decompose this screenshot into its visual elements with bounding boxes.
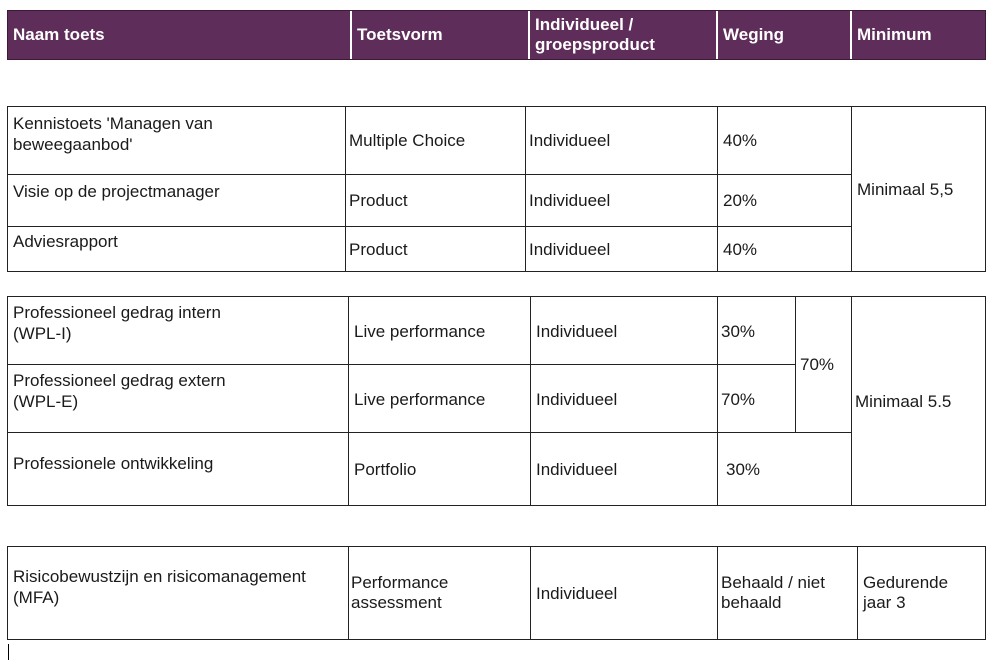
cell-text: Individueel xyxy=(536,390,618,409)
table-row-1-weging xyxy=(717,106,852,175)
cell-text: 40% xyxy=(723,131,758,150)
cell-text: Multiple Choice xyxy=(349,131,466,150)
table-row-6-type xyxy=(530,432,718,506)
table-row-6-weging xyxy=(717,432,852,506)
cell-text: Portfolio xyxy=(354,459,417,479)
table-row-4-toetsvorm xyxy=(348,296,531,365)
table-row-7-minimum xyxy=(857,546,986,640)
table-row-7-weging xyxy=(717,546,858,640)
table-row-5-weging xyxy=(717,364,796,433)
group-2-minimum xyxy=(851,296,986,506)
header-minimum-label: Minimum xyxy=(857,25,932,44)
table-row-7-naam xyxy=(7,546,349,640)
cell-text: Adviesrapport xyxy=(13,232,118,251)
cell-text: jaar 3 xyxy=(863,593,906,612)
header-naam-toets xyxy=(8,11,352,59)
cell-text: 70% xyxy=(800,355,835,374)
cell-text: 30% xyxy=(726,459,761,479)
cell-text: 30% xyxy=(721,322,756,341)
cell-text: 70% xyxy=(721,390,756,409)
cell-text: Live performance xyxy=(354,322,486,341)
header-individueel xyxy=(530,11,718,59)
cell-text: Individueel xyxy=(536,322,618,341)
cell-text: 40% xyxy=(723,239,758,259)
cell-text: Individueel xyxy=(536,583,618,603)
table-row-3-type xyxy=(525,226,718,272)
cell-text: (MFA) xyxy=(13,588,60,607)
cell-text: Behaald / niet xyxy=(721,573,825,592)
table-row-5-type xyxy=(530,364,718,433)
cell-text: (WPL-I) xyxy=(13,324,72,343)
table-row-3-naam xyxy=(7,226,346,272)
text-cursor xyxy=(8,644,9,660)
table-row-4-weging xyxy=(717,296,796,365)
table-row-3-toetsvorm xyxy=(345,226,526,272)
table-row-2-naam xyxy=(7,174,346,227)
table-row-2-weging xyxy=(717,174,852,227)
table-row-7-type xyxy=(530,546,718,640)
cell-text: Professioneel gedrag intern xyxy=(13,303,221,322)
cell-text: beweegaanbod' xyxy=(13,135,133,154)
cell-text: Professioneel gedrag extern xyxy=(13,371,226,390)
combined-weging xyxy=(795,296,852,433)
header-individueel-label xyxy=(535,15,655,55)
cell-text: Performance xyxy=(351,573,449,592)
table-row-5-toetsvorm xyxy=(348,364,531,433)
table-row-6-toetsvorm xyxy=(348,432,531,506)
cell-text: 20% xyxy=(723,191,758,210)
cell-text: behaald xyxy=(721,593,782,612)
header-naam-label: Naam toets xyxy=(13,25,105,44)
table-row-4-type xyxy=(530,296,718,365)
header-minimum xyxy=(852,11,985,59)
cell-text: Individueel xyxy=(529,239,611,259)
table-row-4-naam xyxy=(7,296,349,365)
cell-text: Professionele ontwikkeling xyxy=(13,454,214,473)
group-1-minimum xyxy=(851,106,986,272)
cell-text: Gedurende xyxy=(863,573,949,592)
cell-text: Minimaal 5,5 xyxy=(857,180,954,199)
table-row-5-naam xyxy=(7,364,349,433)
table-row-6-naam xyxy=(7,432,349,506)
table-row-2-toetsvorm xyxy=(345,174,526,227)
cell-text: Minimaal 5.5 xyxy=(855,391,952,411)
header-weging-label: Weging xyxy=(723,25,785,44)
table-row-2-type xyxy=(525,174,718,227)
cell-text: Risicobewustzijn en risicomanagement xyxy=(13,567,306,586)
table-row-1-naam xyxy=(7,106,346,175)
cell-text: Kennistoets 'Managen van xyxy=(13,114,213,133)
cell-text: (WPL-E) xyxy=(13,392,79,411)
header-weging xyxy=(718,11,852,59)
table-row-1-toetsvorm xyxy=(345,106,526,175)
header-individueel-line1: Individueel / xyxy=(535,15,634,34)
cell-text: assessment xyxy=(351,593,442,612)
cell-text: Individueel xyxy=(529,191,611,210)
table-row-7-toetsvorm xyxy=(348,546,531,640)
table-header xyxy=(7,10,986,60)
cell-text: Live performance xyxy=(354,390,486,409)
header-individueel-line2: groepsproduct xyxy=(535,35,655,54)
header-toetsvorm-label: Toetsvorm xyxy=(357,25,443,44)
header-toetsvorm xyxy=(352,11,530,59)
table-row-1-type xyxy=(525,106,718,175)
cell-text: Individueel xyxy=(536,459,618,479)
cell-text: Product xyxy=(349,191,408,210)
cell-text: Product xyxy=(349,239,408,259)
table-row-3-weging xyxy=(717,226,852,272)
cell-text: Individueel xyxy=(529,131,611,150)
cell-text: Visie op de projectmanager xyxy=(13,182,220,201)
